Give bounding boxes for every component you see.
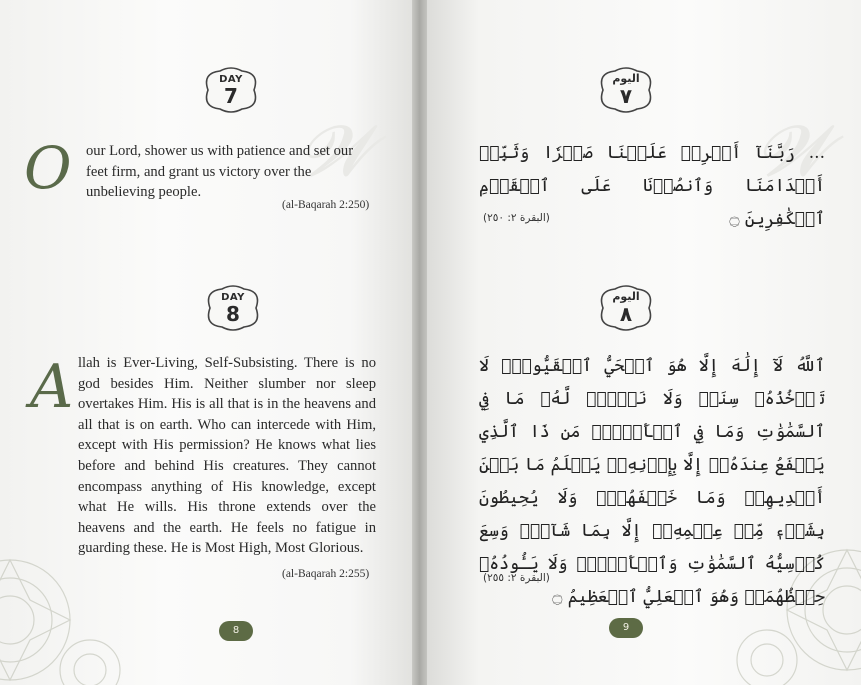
day-number: ٨ bbox=[619, 302, 633, 326]
arabic-verse-day8: ٱللَّهُ لَآ إِلَٰهَ إِلَّا هُوَ ٱلۡحَيُّ ٱلۡقَيُّومُۚ لَا تَأۡخُذُهُۥ سِنَةٞ وَلَا نَوۡمٞۚ لَّهُۥ مَا فِي ٱلسَّمَٰوَٰتِ وَمَا فِي ٱلۡأَرۡضِۗ مَن ذَا ٱلَّذِي يَشۡفَعُ عِندَهُۥٓ إِلَّا بِإِذۡنِهِۦۚ يَعۡلَمُ مَا بَيۡنَ أَيۡدِيهِمۡ وَمَا خَلۡفَهُمۡۖ وَلَا يُحِيطُونَ بِشَيۡءٖ مِّنۡ عِلۡمِهِۦٓ إِلَّا بِمَا شَآءَۚ وَسِعَ كُرۡسِيُّهُ ٱلسَّمَٰوَٰتِ وَٱلۡأَرۡضَۖ وَلَا يَـُٔودُهُۥ حِفۡظُهُمَاۚ وَهُوَ ٱلۡعَلِيُّ ٱلۡعَظِيمُ ۝ bbox=[479, 356, 825, 607]
drop-cap-a: A bbox=[30, 352, 74, 422]
book-gutter bbox=[412, 0, 427, 685]
verse-text-day8: llah is Ever-Living, Self-Subsisting. There is no god besides Him. Neither slumber nor sleep overtakes Him. His is all that is in the heavens and all that is on earth. Who can intercede with Him, except with His permission? He knows what lies before and behind His creatures. They cannot encompass anything of His knowledge, except what He wills. His throne extends over the heavens and the earth. He feels no fatigue in guarding these. He is Most High, Most Glorious. bbox=[78, 355, 376, 557]
arabic-day-7-badge bbox=[593, 67, 659, 113]
day-number: 8 bbox=[226, 302, 240, 326]
page-number-8: 8 bbox=[219, 621, 253, 641]
arabic-day-8-badge bbox=[593, 285, 659, 331]
day-number: ٧ bbox=[619, 84, 633, 108]
page-number-9: 9 bbox=[609, 618, 643, 638]
right-page bbox=[427, 0, 861, 685]
watermark-ornament: 𝓦 bbox=[300, 110, 374, 192]
day-label: DAY bbox=[219, 74, 243, 85]
arabic-verse-day7: ... رَبَّنَآ أَفۡرِغۡ عَلَيۡنَا صَبۡرٗا وَثَبِّتۡ أَقۡدَامَنَا وَٱنصُرۡنَا عَلَى ٱلۡقَوۡمِ ٱلۡكَٰفِرِينَ ۝ bbox=[479, 143, 825, 229]
verse-reference-day7: (al-Baqarah 2:250) bbox=[282, 199, 370, 211]
left-page bbox=[0, 0, 412, 685]
day-7-badge bbox=[198, 67, 264, 113]
day-label: اليوم bbox=[612, 72, 640, 85]
day-8-badge bbox=[200, 285, 266, 331]
watermark-ornament: 𝓦 bbox=[757, 110, 831, 192]
verse-reference-day8: (al-Baqarah 2:255) bbox=[282, 568, 370, 580]
day-label: DAY bbox=[221, 292, 245, 303]
drop-cap-o: O bbox=[24, 134, 72, 202]
day-label: اليوم bbox=[612, 290, 640, 303]
arabic-reference-day7: (البقرة ٢: ٢٥٠) bbox=[483, 212, 550, 224]
verse-text-day7: our Lord, shower us with patience and set our feet firm, and grant us victory over the unbelieving people. bbox=[86, 143, 354, 201]
arabic-reference-day8: (البقرة ٢: ٢٥٥) bbox=[483, 572, 550, 584]
day-number: 7 bbox=[224, 84, 238, 108]
